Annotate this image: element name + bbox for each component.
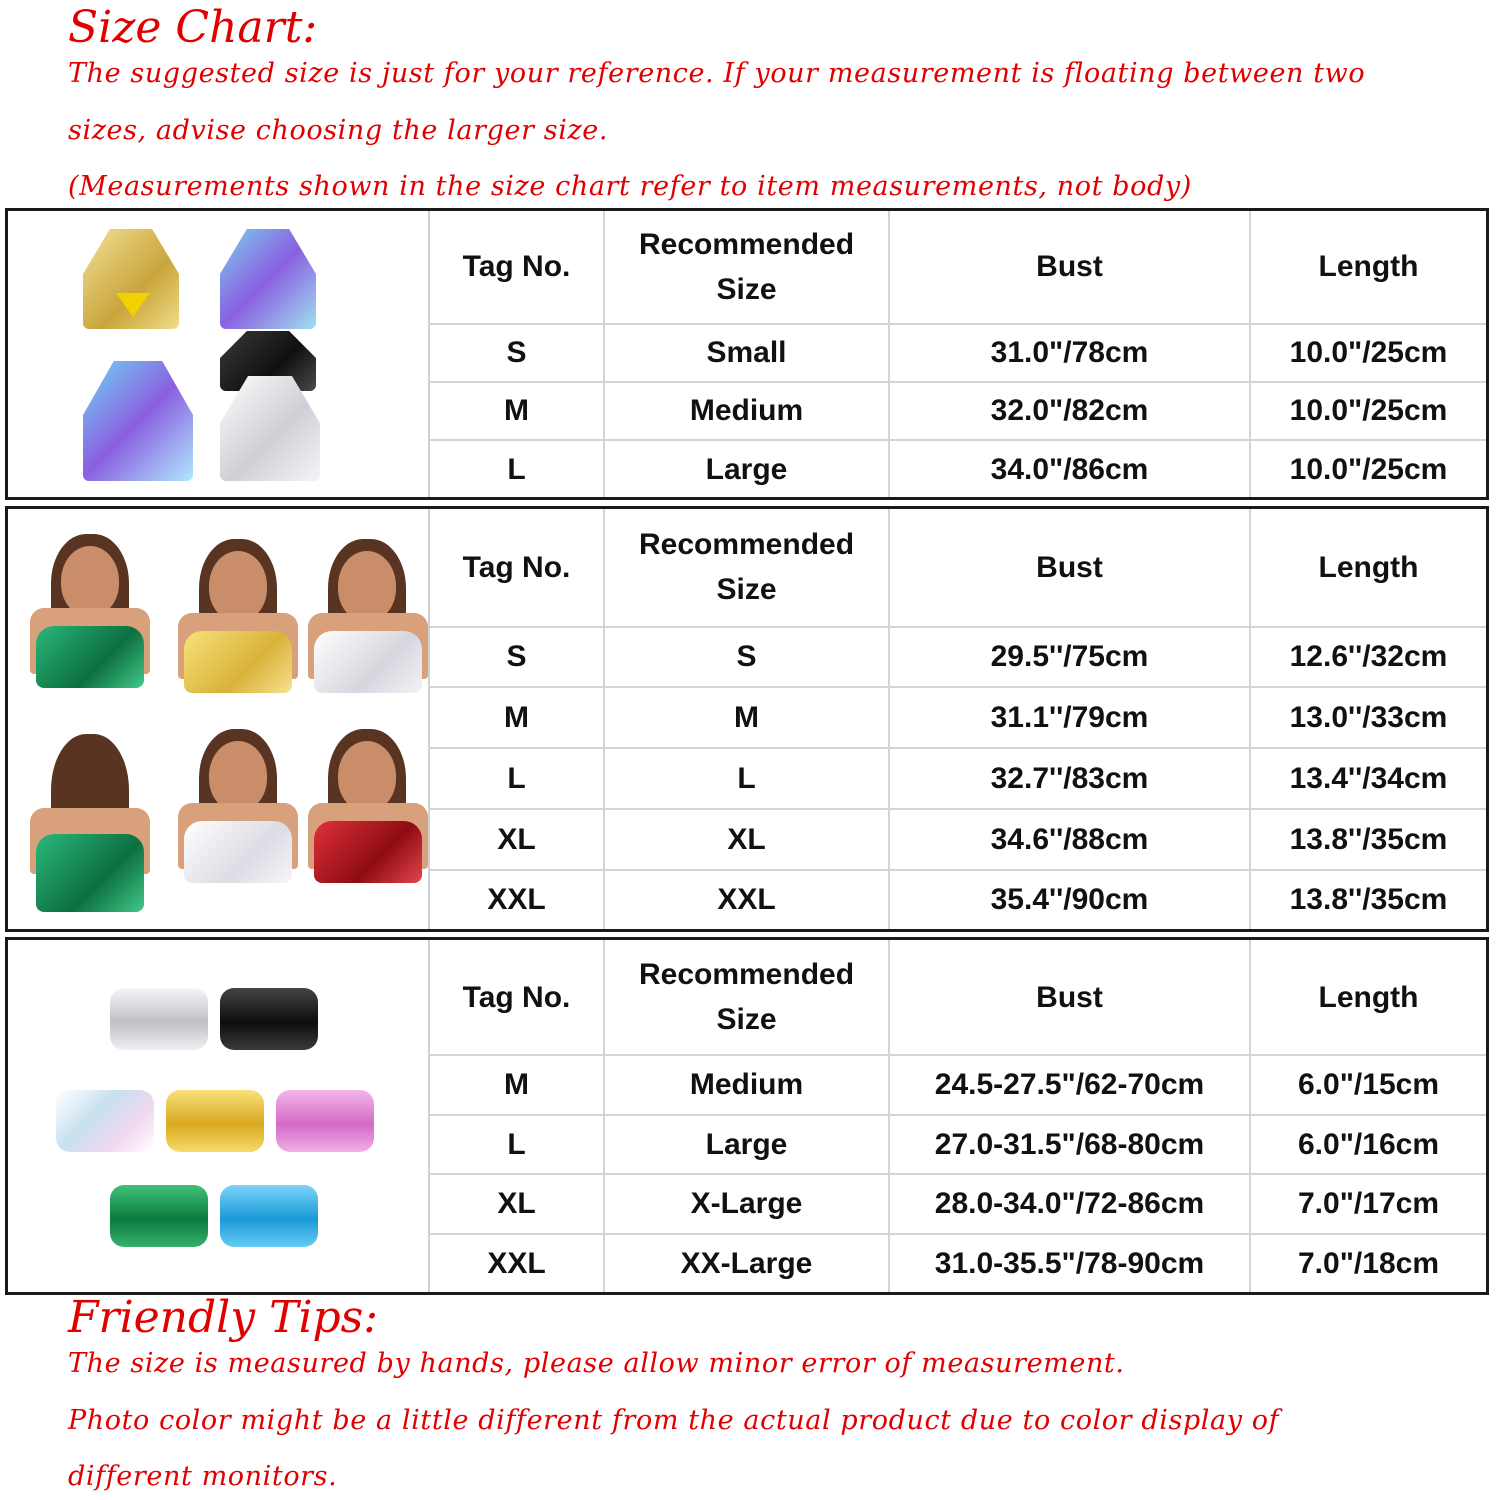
size-block-crop-tank <box>5 506 1489 932</box>
blue-tube-top-image <box>220 1185 318 1247</box>
cell-tag: M <box>430 1055 604 1115</box>
cell-bust: 28.0-34.0"/72-86cm <box>889 1174 1250 1234</box>
model-red-top-image <box>308 729 426 904</box>
size-table-tube <box>430 940 1486 1292</box>
cell-tag: L <box>430 440 604 497</box>
table-row <box>430 870 1486 929</box>
model-gold-top-image <box>178 539 298 714</box>
table-row <box>430 1115 1486 1175</box>
size-table-halter <box>430 211 1486 497</box>
table-header-row <box>430 940 1486 1055</box>
cell-size: XL <box>604 809 889 870</box>
product-photos-crop-tank <box>8 509 430 929</box>
column-header-bust: Bust <box>889 940 1250 1055</box>
size-chart-title: Size Chart: <box>68 2 318 53</box>
column-header-length: Length <box>1250 509 1486 627</box>
silver-halter-top-image <box>220 376 320 481</box>
model-green-top-back-image <box>20 734 160 919</box>
cell-tag: XXL <box>430 1234 604 1292</box>
column-header-bust: Bust <box>889 211 1250 324</box>
cell-size: Small <box>604 324 889 382</box>
holo-tube-top-image <box>56 1090 154 1152</box>
cell-bust: 34.0"/86cm <box>889 440 1250 497</box>
cell-length: 13.8''/35cm <box>1250 870 1486 929</box>
pink-tube-top-image <box>276 1090 374 1152</box>
cell-length: 13.0''/33cm <box>1250 687 1486 748</box>
cell-length: 13.4''/34cm <box>1250 748 1486 809</box>
cell-size: Large <box>604 1115 889 1175</box>
table-row <box>430 1174 1486 1234</box>
cell-tag: L <box>430 1115 604 1175</box>
column-header-recommended-size: Recommended Size <box>604 509 889 627</box>
table-header-row <box>430 509 1486 627</box>
column-header-length: Length <box>1250 940 1486 1055</box>
column-header-recommended-size: Recommended Size <box>604 211 889 324</box>
table-row <box>430 1055 1486 1115</box>
cell-bust: 32.7''/83cm <box>889 748 1250 809</box>
table-header-row <box>430 211 1486 324</box>
cell-length: 10.0"/25cm <box>1250 382 1486 440</box>
black-tube-top-image <box>220 988 318 1050</box>
cell-length: 10.0"/25cm <box>1250 440 1486 497</box>
table-row <box>430 324 1486 382</box>
cell-size: Medium <box>604 1055 889 1115</box>
cell-bust: 31.0"/78cm <box>889 324 1250 382</box>
cell-length: 13.8''/35cm <box>1250 809 1486 870</box>
intro-line-1: The suggested size is just for your reference. If your measurement is floating between two <box>68 58 1366 89</box>
holo-halter-top-front-image <box>83 361 193 481</box>
intro-line-3: (Measurements shown in the size chart refer to item measurements, not body) <box>68 171 1192 202</box>
cell-tag: M <box>430 382 604 440</box>
cell-bust: 24.5-27.5"/62-70cm <box>889 1055 1250 1115</box>
model-white-top-image <box>178 729 298 904</box>
table-row <box>430 382 1486 440</box>
table-row <box>430 627 1486 688</box>
cell-size: L <box>604 748 889 809</box>
tip-line-2: Photo color might be a little different from the actual product due to color display of <box>68 1405 1280 1436</box>
table-row <box>430 687 1486 748</box>
cell-size: Medium <box>604 382 889 440</box>
column-header-tag-no: Tag No. <box>430 940 604 1055</box>
tip-line-1: The size is measured by hands, please allow minor error of measurement. <box>68 1348 1125 1379</box>
size-block-tube <box>5 937 1489 1295</box>
cell-length: 7.0"/17cm <box>1250 1174 1486 1234</box>
cell-length: 10.0"/25cm <box>1250 324 1486 382</box>
cell-bust: 31.0-35.5"/78-90cm <box>889 1234 1250 1292</box>
cell-tag: M <box>430 687 604 748</box>
cell-tag: XL <box>430 1174 604 1234</box>
cell-size: S <box>604 627 889 688</box>
column-header-length: Length <box>1250 211 1486 324</box>
model-silver-top-image <box>308 539 426 714</box>
silver-tube-top-image <box>110 988 208 1050</box>
column-header-tag-no: Tag No. <box>430 211 604 324</box>
product-photos-halter <box>8 211 430 497</box>
cell-tag: S <box>430 324 604 382</box>
holo-halter-top-image <box>220 229 316 329</box>
cell-bust: 32.0"/82cm <box>889 382 1250 440</box>
cell-length: 6.0"/15cm <box>1250 1055 1486 1115</box>
cell-bust: 34.6''/88cm <box>889 809 1250 870</box>
cell-bust: 29.5''/75cm <box>889 627 1250 688</box>
cell-length: 7.0"/18cm <box>1250 1234 1486 1292</box>
cell-bust: 31.1''/79cm <box>889 687 1250 748</box>
cell-length: 6.0"/16cm <box>1250 1115 1486 1175</box>
cell-size: X-Large <box>604 1174 889 1234</box>
cell-tag: S <box>430 627 604 688</box>
cell-size: M <box>604 687 889 748</box>
product-photos-tube <box>8 940 430 1292</box>
gold-tube-top-image <box>166 1090 264 1152</box>
column-header-tag-no: Tag No. <box>430 509 604 627</box>
size-block-halter <box>5 208 1489 500</box>
table-row <box>430 748 1486 809</box>
friendly-tips-title: Friendly Tips: <box>68 1292 379 1343</box>
cell-tag: XL <box>430 809 604 870</box>
table-row <box>430 440 1486 497</box>
cell-size: XX-Large <box>604 1234 889 1292</box>
cell-tag: L <box>430 748 604 809</box>
green-tube-top-image <box>110 1185 208 1247</box>
table-row <box>430 809 1486 870</box>
cell-size: Large <box>604 440 889 497</box>
cell-size: XXL <box>604 870 889 929</box>
intro-line-2: sizes, advise choosing the larger size. <box>68 115 609 146</box>
table-row <box>430 1234 1486 1292</box>
model-green-top-image <box>20 534 160 714</box>
column-header-bust: Bust <box>889 509 1250 627</box>
cell-bust: 35.4''/90cm <box>889 870 1250 929</box>
size-table-crop-tank <box>430 509 1486 929</box>
column-header-recommended-size: Recommended Size <box>604 940 889 1055</box>
cell-length: 12.6''/32cm <box>1250 627 1486 688</box>
cell-bust: 27.0-31.5"/68-80cm <box>889 1115 1250 1175</box>
cell-tag: XXL <box>430 870 604 929</box>
tip-line-3: different monitors. <box>68 1461 338 1492</box>
